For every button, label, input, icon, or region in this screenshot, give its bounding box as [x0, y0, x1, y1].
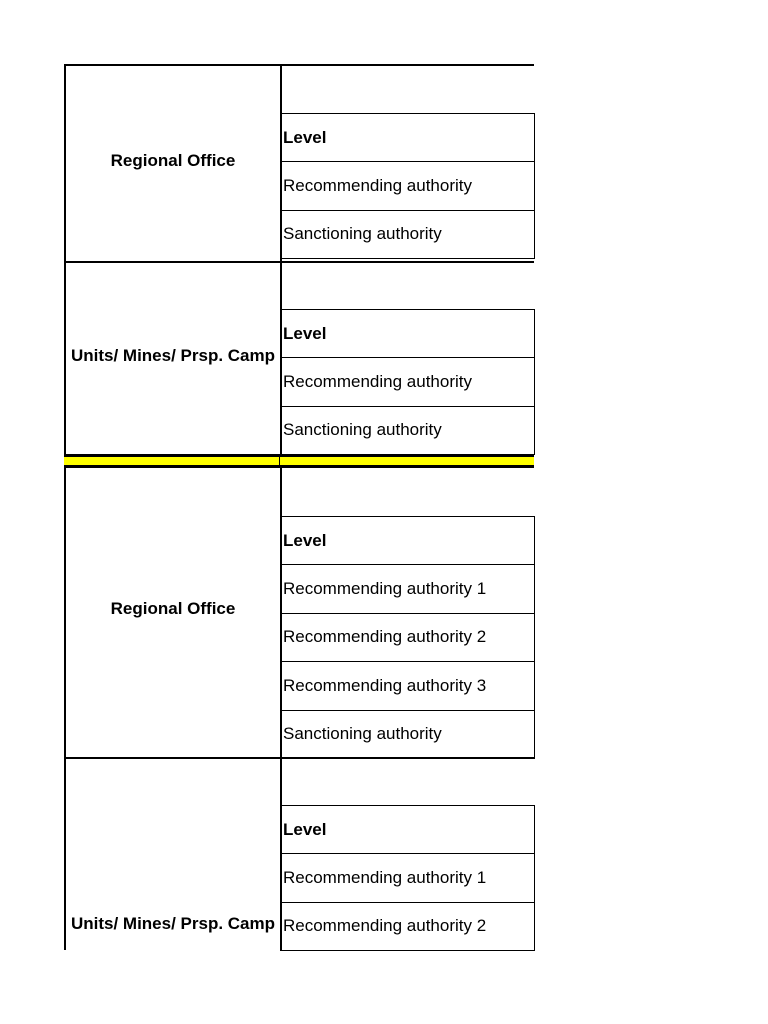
- section-top-border: [64, 64, 534, 66]
- authority-row-cell[interactable]: Recommending authority 2: [280, 902, 535, 951]
- yellow-separator-divider: [279, 455, 280, 467]
- authority-row-cell[interactable]: Recommending authority 2: [280, 613, 535, 662]
- yellow-separator-row: [64, 455, 534, 467]
- office-label: Units/ Mines/ Prsp. Camp: [70, 346, 276, 365]
- authority-row-cell[interactable]: Level: [280, 516, 535, 565]
- office-label: Regional Office: [110, 151, 236, 170]
- office-cell[interactable]: [64, 262, 282, 455]
- section-top-border: [64, 757, 534, 759]
- authority-row-cell[interactable]: Sanctioning authority: [280, 710, 535, 759]
- authority-row-cell[interactable]: Recommending authority: [280, 357, 535, 406]
- office-cell[interactable]: [64, 467, 282, 758]
- authority-row-cell[interactable]: Level: [280, 113, 535, 162]
- office-cell[interactable]: [64, 65, 282, 262]
- authority-row-cell[interactable]: Recommending authority 1: [280, 564, 535, 613]
- authority-row-cell[interactable]: Recommending authority 3: [280, 661, 535, 710]
- authority-row-cell[interactable]: Recommending authority: [280, 161, 535, 210]
- office-label: Units/ Mines/ Prsp. Camp: [70, 914, 276, 933]
- office-cell[interactable]: [64, 758, 282, 950]
- authority-row-cell[interactable]: Level: [280, 309, 535, 358]
- authority-row-cell[interactable]: Level: [280, 805, 535, 854]
- section-top-border: [64, 261, 534, 263]
- authority-row-cell[interactable]: Sanctioning authority: [280, 406, 535, 455]
- authority-row-cell[interactable]: Recommending authority 1: [280, 853, 535, 902]
- office-label: Regional Office: [110, 599, 236, 618]
- authority-row-cell[interactable]: Sanctioning authority: [280, 210, 535, 259]
